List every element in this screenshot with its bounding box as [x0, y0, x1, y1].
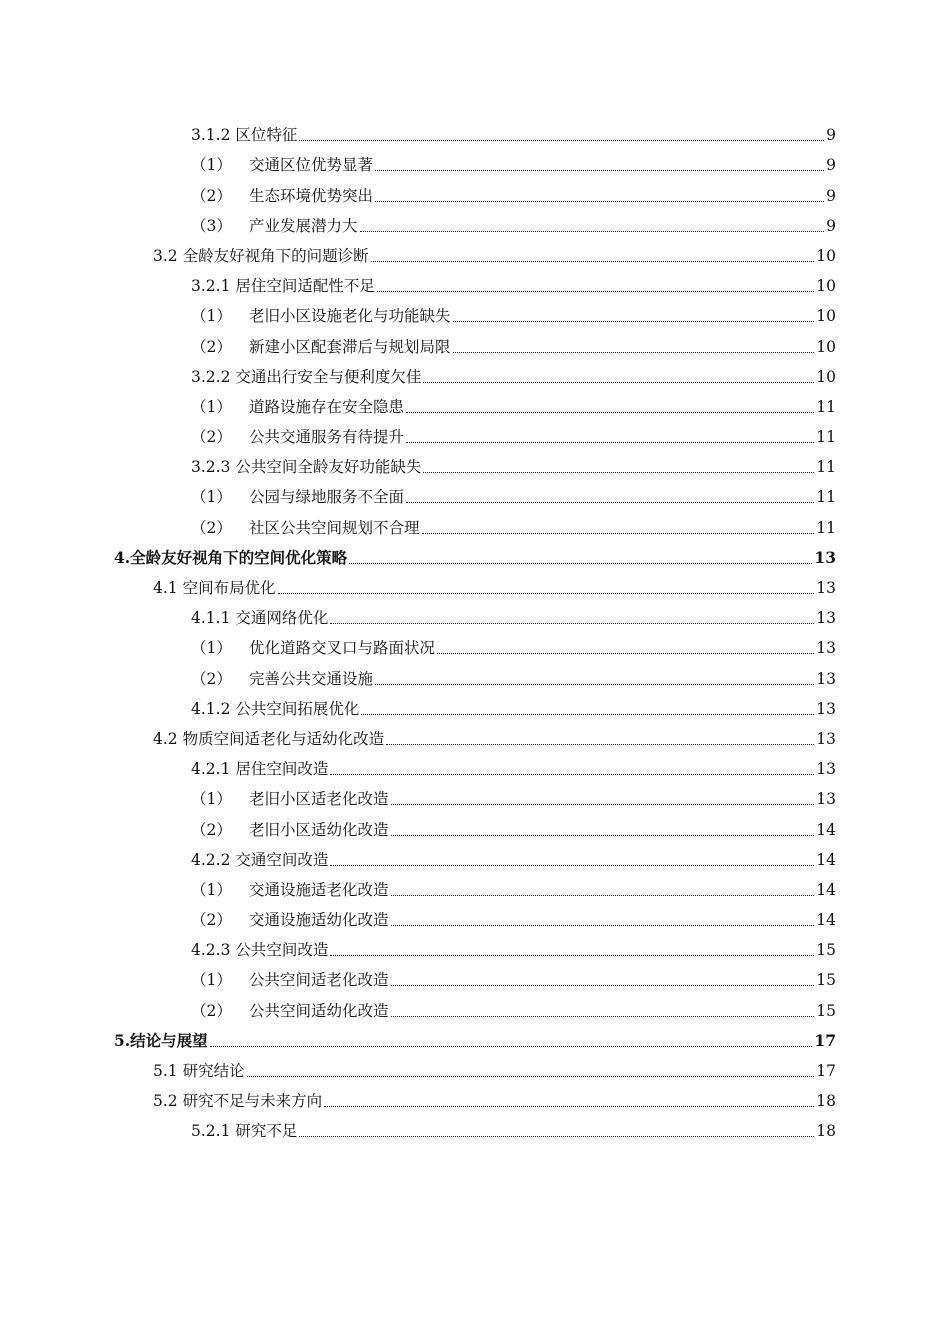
toc-dot-leader	[406, 502, 814, 503]
toc-entry[interactable]	[0, 1081, 950, 1111]
toc-entry[interactable]	[0, 628, 950, 658]
toc-entry-marker: （1）	[191, 397, 232, 416]
toc-entry[interactable]	[0, 236, 950, 266]
toc-page-number: 9	[826, 126, 836, 145]
toc-dot-leader	[349, 563, 812, 564]
toc-page-number: 11	[816, 397, 836, 416]
toc-page-number: 17	[814, 1030, 836, 1050]
toc-entry[interactable]	[0, 145, 950, 175]
toc-entry-title	[191, 820, 389, 840]
toc-entry[interactable]	[0, 990, 950, 1020]
toc-entry-title: 4.1.2 公共空间拓展优化	[191, 699, 360, 718]
toc-entry-text: 完善公共交通设施	[249, 669, 374, 688]
toc-dot-leader	[210, 1046, 813, 1047]
toc-entry[interactable]	[0, 206, 950, 236]
toc-entry[interactable]	[0, 960, 950, 990]
toc-dot-leader	[371, 261, 815, 262]
toc-entry-title	[191, 155, 373, 175]
toc-entry[interactable]	[0, 538, 950, 568]
toc-page-number: 10	[816, 277, 836, 296]
toc-entry-title	[191, 970, 389, 990]
toc-entry-marker: （2）	[191, 337, 232, 356]
toc-page-number: 9	[826, 156, 836, 175]
toc-entry-title: 3.2.3 公共空间全龄友好功能缺失	[191, 458, 422, 477]
toc-entry-title: 4.2.1 居住空间改造	[191, 760, 329, 779]
toc-entry-title: 4.2 物质空间适老化与适幼化改造	[153, 729, 385, 748]
toc-entry-title: 3.2.1 居住空间适配性不足	[191, 277, 375, 296]
toc-entry-marker: （1）	[191, 488, 232, 507]
toc-entry[interactable]	[0, 719, 950, 749]
toc-dot-leader	[391, 835, 815, 836]
toc-dot-leader	[299, 140, 824, 141]
toc-dot-leader	[391, 1016, 815, 1017]
toc-page-number: 17	[816, 1062, 836, 1080]
toc-page-number: 11	[816, 518, 836, 537]
toc-dot-leader	[299, 1136, 814, 1137]
toc-entry-text: 产业发展潜力大	[249, 216, 358, 235]
toc-page-number: 11	[816, 428, 836, 447]
toc-dot-leader	[360, 231, 825, 232]
toc-entry-title	[191, 216, 358, 236]
toc-entry[interactable]	[0, 568, 950, 598]
toc-page-number: 14	[816, 820, 836, 839]
toc-entry-title: 4.1.1 交通网络优化	[191, 609, 329, 628]
toc-entry-title	[191, 186, 373, 206]
toc-dot-leader	[324, 1106, 814, 1107]
toc-dot-leader	[377, 291, 814, 292]
toc-entry-title: 3.1.2 区位特征	[191, 126, 298, 145]
toc-entry-marker: （2）	[191, 669, 232, 688]
toc-dot-leader	[453, 352, 815, 353]
toc-entry[interactable]	[0, 1051, 950, 1081]
toc-entry[interactable]	[0, 1111, 950, 1141]
toc-entry[interactable]	[0, 296, 950, 326]
toc-entry-title: 5.2 研究不足与未来方向	[153, 1092, 323, 1111]
toc-entry-text: 公共空间适幼化改造	[249, 1001, 389, 1020]
toc-entry-text: 公共空间适老化改造	[249, 971, 389, 990]
toc-entry[interactable]	[0, 175, 950, 205]
toc-entry-marker: （2）	[191, 518, 232, 537]
toc-entry-title	[191, 669, 373, 689]
toc-entry[interactable]	[0, 266, 950, 296]
toc-entry-marker: （1）	[191, 156, 232, 175]
toc-dot-leader	[391, 895, 815, 896]
toc-entry[interactable]	[0, 598, 950, 628]
toc-entry-title	[191, 487, 404, 507]
toc-entry-marker: （1）	[191, 880, 232, 899]
toc-dot-leader	[375, 170, 824, 171]
toc-entry-title: 5.结论与展望	[114, 1030, 208, 1050]
toc-page-number: 13	[816, 729, 836, 748]
toc-entry-title	[191, 638, 435, 658]
toc-entry-text: 老旧小区设施老化与功能缺失	[249, 307, 451, 326]
toc-entry-title	[191, 1001, 389, 1021]
toc-dot-leader	[422, 533, 815, 534]
toc-entry-text: 公共交通服务有待提升	[249, 428, 405, 447]
toc-page-number: 14	[816, 880, 836, 899]
toc-entry[interactable]	[0, 477, 950, 507]
toc-page-number: 13	[816, 639, 836, 658]
toc-entry[interactable]	[0, 357, 950, 387]
toc-page-number: 9	[826, 186, 836, 205]
toc-entry[interactable]	[0, 779, 950, 809]
toc-entry-text: 道路设施存在安全隐患	[249, 397, 405, 416]
toc-entry-text: 社区公共空间规划不合理	[249, 518, 420, 537]
toc-entry[interactable]	[0, 447, 950, 477]
toc-entry-text: 交通设施适老化改造	[249, 880, 389, 899]
toc-entry[interactable]	[0, 900, 950, 930]
toc-entry-text: 新建小区配套滞后与规划局限	[249, 337, 451, 356]
toc-entry-marker: （1）	[191, 971, 232, 990]
toc-dot-leader	[437, 653, 814, 654]
toc-page-number: 13	[816, 579, 836, 597]
toc-dot-leader	[386, 744, 814, 745]
toc-dot-leader	[423, 382, 814, 383]
toc-entry-title: 5.1 研究结论	[153, 1062, 245, 1080]
toc-entry-title: 3.2 全龄友好视角下的问题诊断	[153, 246, 369, 265]
toc-entry-marker: （2）	[191, 1001, 232, 1020]
toc-dot-leader	[361, 714, 814, 715]
toc-page-number: 13	[816, 609, 836, 628]
toc-page-number: 9	[826, 216, 836, 235]
toc-dot-leader	[330, 623, 814, 624]
toc-entry-title: 4.2.2 交通空间改造	[191, 850, 329, 869]
toc-dot-leader	[406, 442, 814, 443]
toc-entry-text: 公园与绿地服务不全面	[249, 488, 405, 507]
toc-dot-leader	[278, 593, 815, 594]
toc-page-number: 10	[816, 367, 836, 386]
toc-page-number: 15	[816, 1001, 836, 1020]
toc-entry-text: 生态环境优势突出	[249, 186, 374, 205]
toc-entry-marker: （1）	[191, 639, 232, 658]
toc-page-number: 13	[816, 790, 836, 809]
toc-entry-marker: （2）	[191, 186, 232, 205]
toc-entry-title	[191, 427, 404, 447]
toc-entry-title: 3.2.2 交通出行安全与便利度欠佳	[191, 367, 422, 386]
toc-entry-title: 4.2.3 公共空间改造	[191, 941, 329, 960]
toc-page-number: 14	[816, 911, 836, 930]
toc-entry-title	[191, 910, 389, 930]
toc-page-number: 14	[816, 850, 836, 869]
toc-entry[interactable]	[0, 115, 950, 145]
toc-entry-text: 优化道路交叉口与路面状况	[249, 639, 436, 658]
table-of-contents	[0, 115, 950, 1141]
toc-dot-leader	[391, 985, 815, 986]
toc-dot-leader	[453, 321, 815, 322]
toc-dot-leader	[330, 774, 814, 775]
toc-entry-marker: （1）	[191, 790, 232, 809]
toc-entry-marker: （2）	[191, 820, 232, 839]
toc-page-number: 10	[816, 307, 836, 326]
toc-dot-leader	[423, 472, 814, 473]
toc-entry-title	[191, 518, 420, 538]
toc-page-number: 13	[816, 760, 836, 779]
toc-entry[interactable]	[0, 809, 950, 839]
toc-entry-title	[191, 880, 389, 900]
toc-entry-title	[191, 789, 389, 809]
toc-entry[interactable]	[0, 840, 950, 870]
toc-entry-title: 4.1 空间布局优化	[153, 579, 276, 597]
toc-page-number: 11	[816, 458, 836, 477]
toc-entry[interactable]	[0, 1021, 950, 1051]
toc-entry[interactable]	[0, 326, 950, 356]
toc-entry-text: 老旧小区适幼化改造	[249, 820, 389, 839]
toc-entry-title	[191, 337, 451, 357]
toc-entry[interactable]	[0, 417, 950, 447]
toc-entry[interactable]	[0, 930, 950, 960]
toc-page-number: 15	[816, 941, 836, 960]
toc-entry-marker: （3）	[191, 216, 232, 235]
toc-dot-leader	[391, 804, 815, 805]
toc-dot-leader	[330, 865, 814, 866]
toc-page-number: 10	[816, 337, 836, 356]
toc-dot-leader	[375, 684, 814, 685]
toc-dot-leader	[247, 1076, 815, 1077]
toc-entry-text: 交通区位优势显著	[249, 156, 374, 175]
toc-page-number: 18	[816, 1122, 836, 1141]
toc-page-number: 13	[816, 669, 836, 688]
toc-entry-title: 5.2.1 研究不足	[191, 1122, 298, 1141]
toc-entry-marker: （2）	[191, 428, 232, 447]
toc-entry[interactable]	[0, 689, 950, 719]
toc-entry[interactable]	[0, 749, 950, 779]
toc-dot-leader	[330, 955, 814, 956]
toc-entry[interactable]	[0, 870, 950, 900]
toc-entry[interactable]	[0, 507, 950, 537]
toc-entry-title	[191, 397, 404, 417]
toc-entry-title	[191, 306, 451, 326]
toc-entry-marker: （1）	[191, 307, 232, 326]
toc-dot-leader	[375, 201, 824, 202]
toc-page-number: 15	[816, 971, 836, 990]
toc-dot-leader	[391, 925, 815, 926]
toc-page-number: 13	[814, 547, 836, 567]
toc-page-number: 11	[816, 488, 836, 507]
toc-entry-text: 老旧小区适老化改造	[249, 790, 389, 809]
toc-entry-text: 交通设施适幼化改造	[249, 911, 389, 930]
toc-entry-marker: （2）	[191, 911, 232, 930]
toc-entry[interactable]	[0, 387, 950, 417]
toc-page-number: 13	[816, 699, 836, 718]
toc-page-number: 18	[816, 1092, 836, 1111]
toc-page-number: 10	[816, 246, 836, 265]
toc-entry-title: 4.全龄友好视角下的空间优化策略	[114, 547, 348, 567]
toc-dot-leader	[406, 412, 814, 413]
toc-entry[interactable]	[0, 658, 950, 688]
